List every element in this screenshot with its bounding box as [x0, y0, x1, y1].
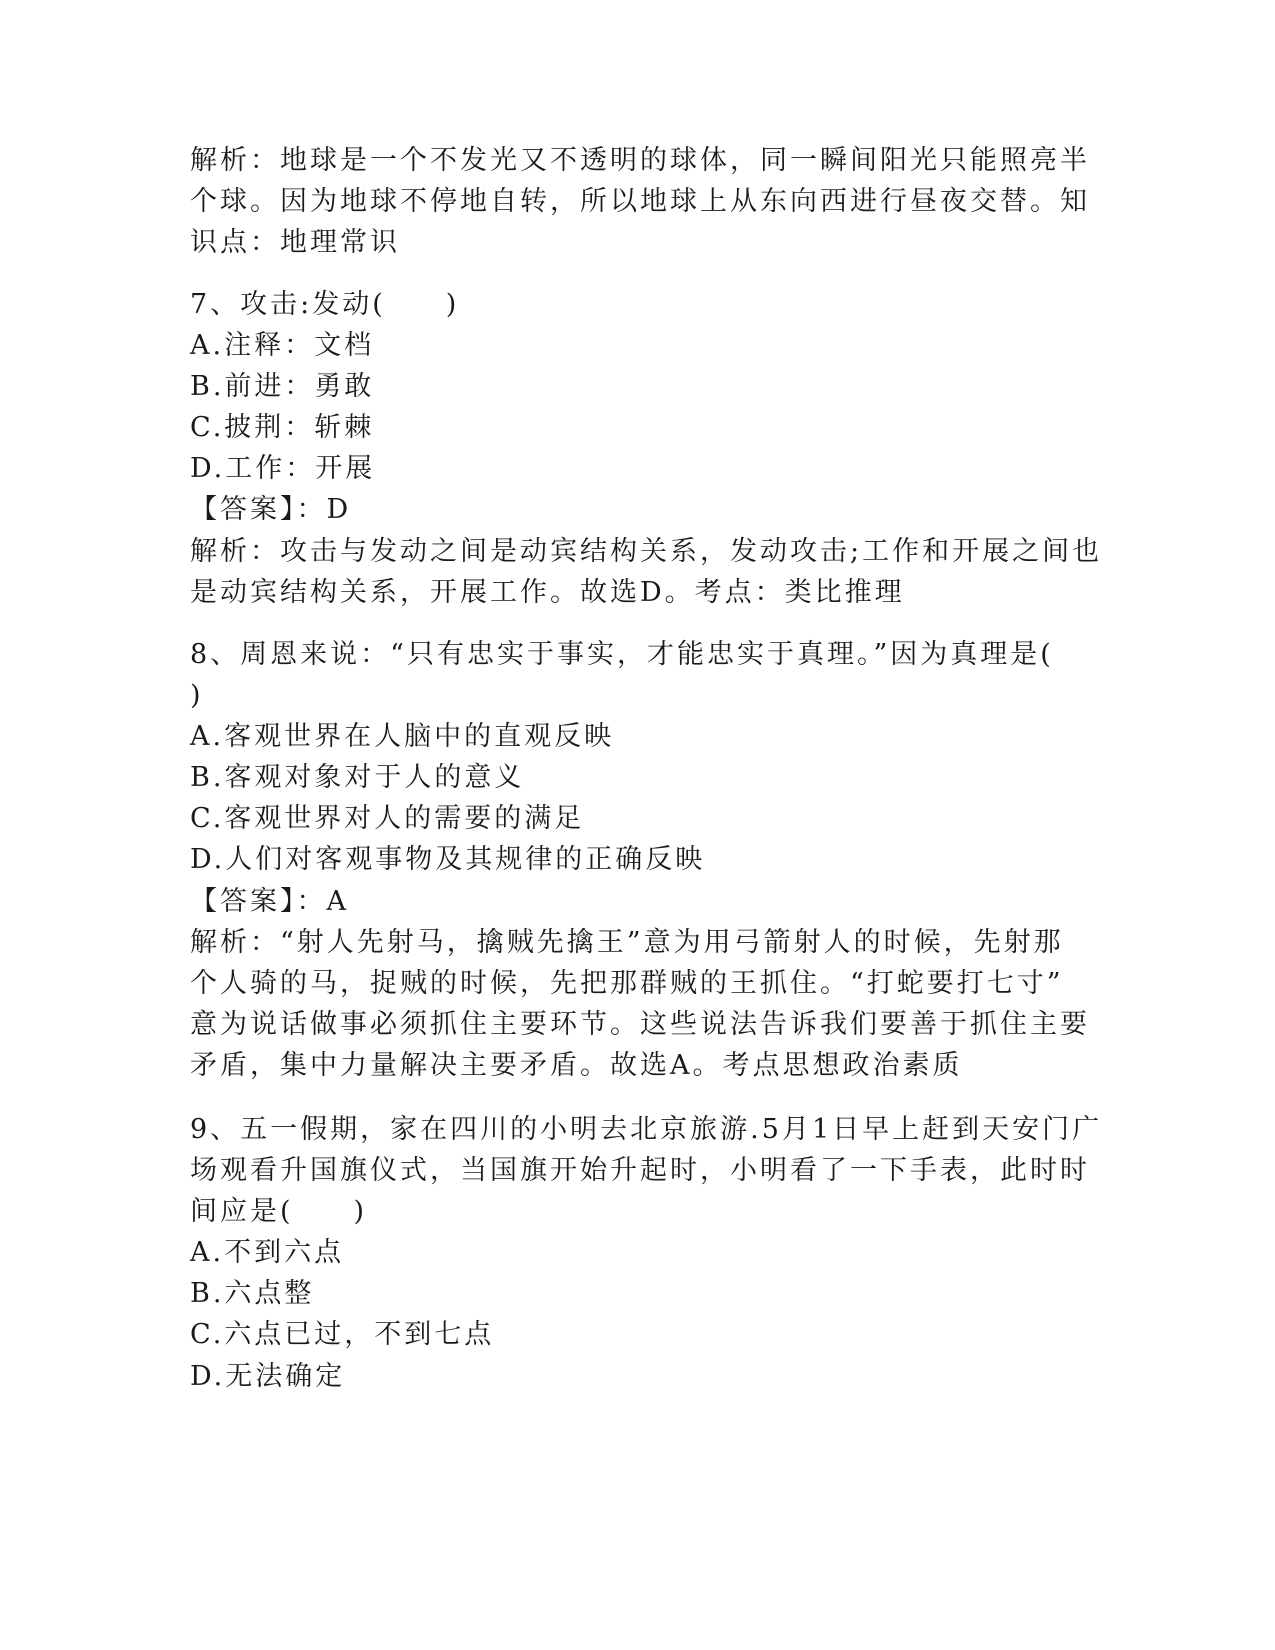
q9-option-a: A.不到六点 — [190, 1237, 345, 1268]
q7-stem: 7、攻击:发动( ) — [190, 289, 460, 320]
q7-option-d: D.工作：开展 — [190, 453, 376, 484]
q7-analysis-line: 解析：攻击与发动之间是动宾结构关系，发动攻击;工作和开展之间也 — [190, 536, 1103, 567]
q8-analysis-line: 意为说话做事必须抓住主要环节。这些说法告诉我们要善于抓住主要 — [190, 1009, 1090, 1040]
q8-analysis-line: 矛盾，集中力量解决主要矛盾。故选A。考点思想政治素质 — [190, 1050, 963, 1081]
q6-analysis-line: 个球。因为地球不停地自转，所以地球上从东向西进行昼夜交替。知 — [190, 186, 1090, 217]
q9-option-b: B.六点整 — [190, 1278, 315, 1309]
q8-stem-line: 8、周恩来说：“只有忠实于事实，才能忠实于真理。”因为真理是( — [190, 639, 1054, 670]
q9-stem-line: 间应是( ) — [190, 1196, 368, 1227]
q6-analysis-line: 解析：地球是一个不发光又不透明的球体，同一瞬间阳光只能照亮半 — [190, 145, 1090, 176]
q8-option-b: B.客观对象对于人的意义 — [190, 762, 525, 793]
q8-option-d: D.人们对客观事物及其规律的正确反映 — [190, 844, 706, 875]
q6-analysis-line: 识点：地理常识 — [190, 227, 400, 258]
q9-option-d: D.无法确定 — [190, 1361, 346, 1392]
q7-option-c: C.披荆：斩棘 — [190, 412, 375, 443]
q9-option-c: C.六点已过，不到七点 — [190, 1319, 495, 1350]
q8-option-a: A.客观世界在人脑中的直观反映 — [190, 721, 615, 752]
q8-analysis-line: 个人骑的马，捉贼的时候，先把那群贼的王抓住。“打蛇要打七寸” — [190, 968, 1064, 999]
q8-analysis-line: 解析：“射人先射马，擒贼先擒王”意为用弓箭射人的时候，先射那 — [190, 927, 1064, 958]
q7-option-b: B.前进：勇敢 — [190, 371, 375, 402]
q7-answer: 【答案】：D — [190, 494, 352, 525]
q8-answer: 【答案】：A — [190, 886, 349, 917]
q8-option-c: C.客观世界对人的需要的满足 — [190, 803, 585, 834]
q9-stem-line: 9、五一假期，家在四川的小明去北京旅游.5月1日早上赶到天安门广 — [190, 1114, 1103, 1145]
q7-option-a: A.注释：文档 — [190, 330, 375, 361]
q9-stem-line: 场观看升国旗仪式，当国旗开始升起时，小明看了一下手表，此时时 — [190, 1155, 1090, 1186]
q8-stem-line: ) — [190, 680, 204, 711]
q7-analysis-line: 是动宾结构关系，开展工作。故选D。考点：类比推理 — [190, 577, 905, 608]
